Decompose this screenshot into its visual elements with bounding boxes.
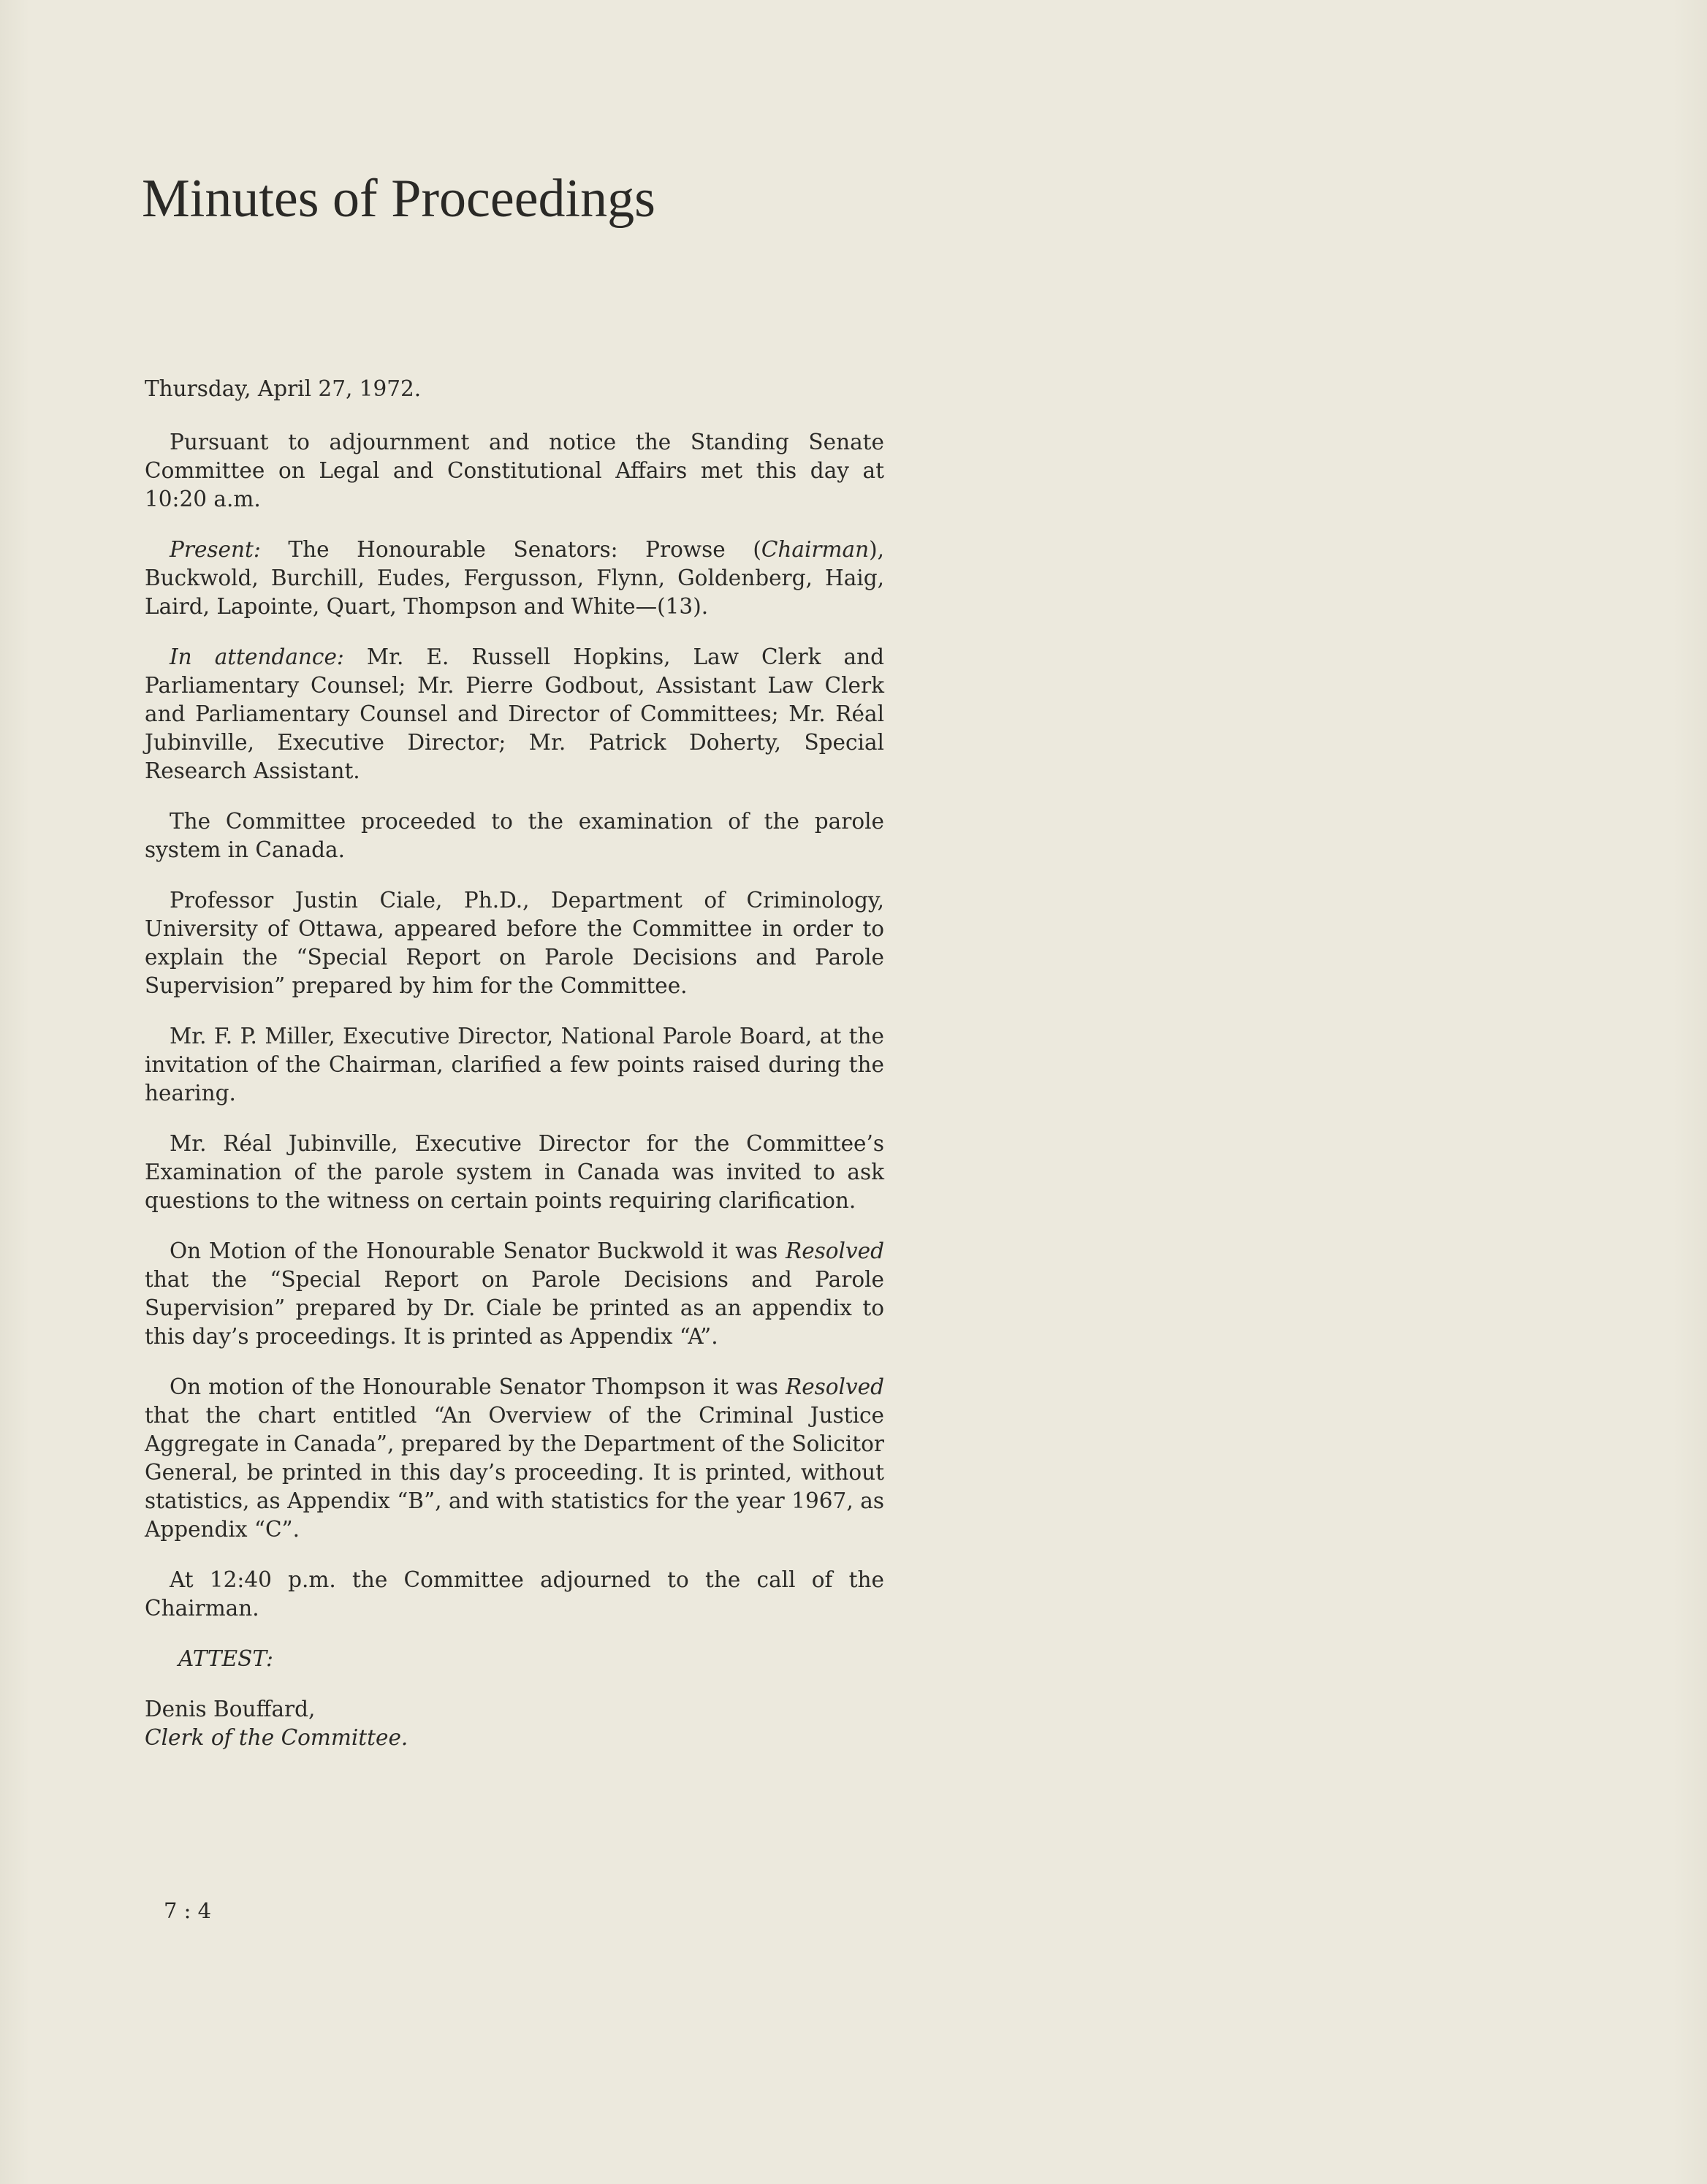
- motion-thompson-text-b: that the chart entitled “An Overview of the Criminal Justice Aggregate in Canada”, prepared by the Department of the Solicitor General, be printed in this day’s proceeding. It is printed, without statistics, as Appendix “B”, and with statistics for the year 1967, as Appendix “C”.: [145, 1403, 884, 1542]
- paragraph-examination: The Committee proceeded to the examination of the parole system in Canada.: [145, 809, 884, 862]
- signature-block: [145, 1695, 884, 1752]
- paragraph-ciale: Professor Justin Ciale, Ph.D., Department of Criminology, University of Ottawa, appeared before the Committee in order to explain the “Special Report on Parole Decisions and Parole Supervision” prepared by him for the Committee.: [145, 888, 884, 998]
- page-number: 7 : 4: [164, 1898, 212, 1923]
- attendance-label: In attendance:: [170, 644, 344, 669]
- attendance-text: Mr. E. Russell Hopkins, Law Clerk and Parliamentary Counsel; Mr. Pierre Godbout, Assistant Law Clerk and Parliamentary Counsel and Director of Committees; Mr. Réal Jubinville, Executive Director; Mr. Patrick Doherty, Special Research Assistant.: [145, 644, 884, 783]
- page-title: Minutes of Proceedings: [142, 169, 655, 229]
- paragraph-jubinville: Mr. Réal Jubinville, Executive Director for the Committee’s Examination of the parole system in Canada was invited to ask questions to the witness on certain points requiring clarification.: [145, 1131, 884, 1213]
- clerk-name: Denis Bouffard,: [145, 1697, 316, 1721]
- attest-label: ATTEST:: [178, 1646, 273, 1671]
- paragraph-attendance: [145, 643, 884, 785]
- paragraph-miller: Mr. F. P. Miller, Executive Director, National Parole Board, at the invitation of the Chairman, clarified a few points raised during the hearing.: [145, 1024, 884, 1106]
- paragraph-adjourned: At 12:40 p.m. the Committee adjourned to the call of the Chairman.: [145, 1567, 884, 1621]
- meeting-date: Thursday, April 27, 1972.: [145, 376, 422, 401]
- motion-buckwold-text-b: that the “Special Report on Parole Decisions and Parole Supervision” prepared by Dr. Ciale be printed as an appendix to this day’s proceedings. It is printed as Appendix “A”.: [145, 1267, 884, 1349]
- motion-thompson-text-a: On motion of the Honourable Senator Thompson it was: [170, 1374, 786, 1399]
- present-chairman: Chairman: [761, 537, 870, 562]
- clerk-role: Clerk of the Committee.: [145, 1725, 408, 1750]
- paragraph-motion-buckwold: [145, 1237, 884, 1351]
- present-text-b: ), Buckwold, Burchill, Eudes, Fergusson, Flynn, Goldenberg, Haig, Laird, Lapointe, Quart, Thompson and White—(13).: [145, 537, 884, 619]
- paragraph-motion-thompson: [145, 1373, 884, 1544]
- paragraph-adjournment: Pursuant to adjournment and notice the Standing Senate Committee on Legal and Constitutional Affairs met this day at 10:20 a.m.: [145, 430, 884, 511]
- minutes-body: [145, 375, 884, 1774]
- motion-buckwold-text-a: On Motion of the Honourable Senator Buckwold it was: [170, 1239, 786, 1263]
- motion-thompson-resolved: Resolved: [785, 1374, 884, 1399]
- motion-buckwold-resolved: Resolved: [785, 1239, 884, 1263]
- paragraph-present: [145, 536, 884, 621]
- present-label: Present:: [170, 537, 261, 562]
- present-text-a: The Honourable Senators: Prowse (: [260, 537, 761, 562]
